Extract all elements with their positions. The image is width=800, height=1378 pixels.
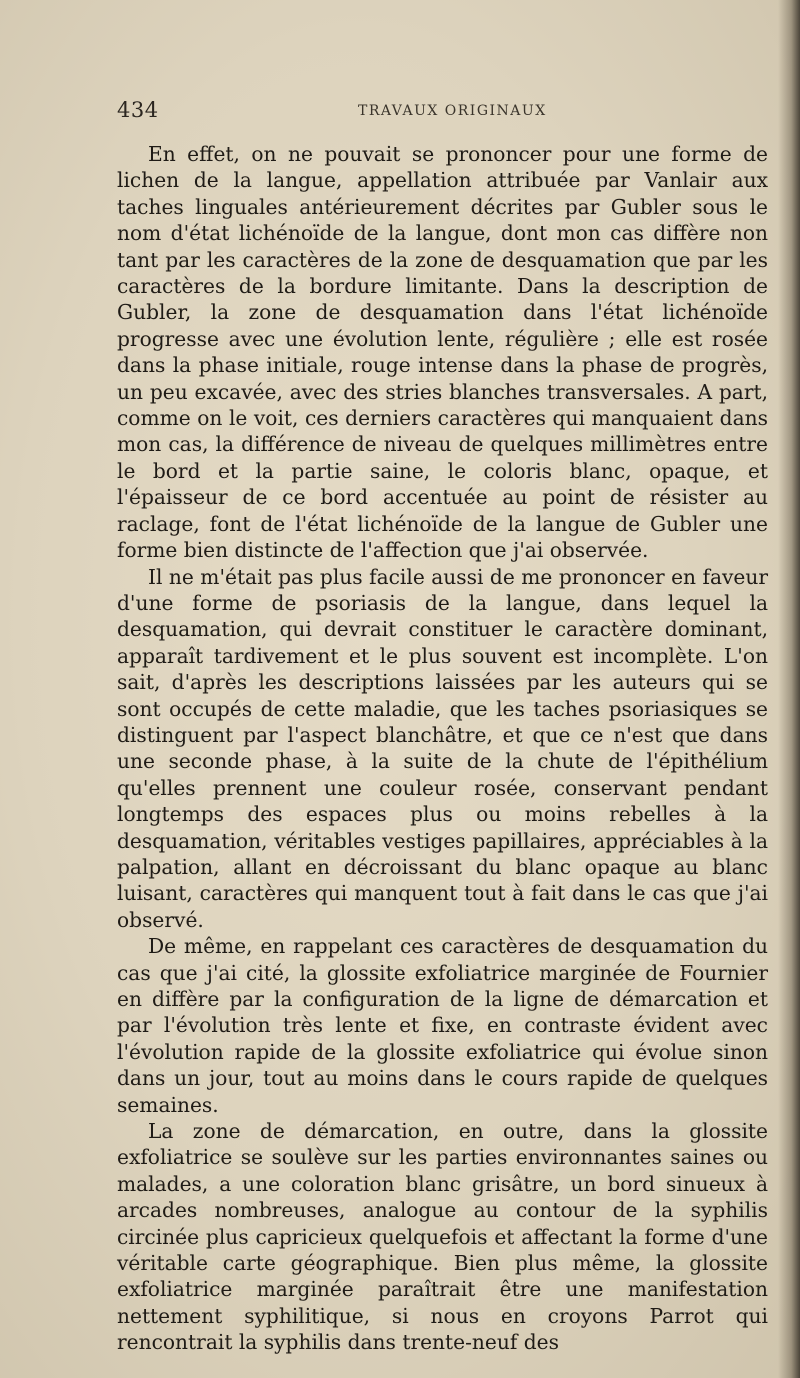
paragraph-psoriasis: Il ne m'était pas plus facile aussi de me prononcer en faveur d'une forme de psoriasis de la langue, dans lequel la desquamation, qui devrait constituer le caractère dominant, apparaît tardivement et le plus souvent est incomplète. L'on sait, d'après les descriptions laissées par les auteurs qui se sont occupés de cette maladie, que les taches psoriasiques se distinguent par l'aspect blanchâtre, et que ce n'est que dans une seconde phase, à la suite de la chute de l'épithélium qu'elles prennent une couleur rosée, conservant pendant longtemps des espaces plus ou moins rebelles à la desquamation, véritables vestiges papillaires, appréciables à la palpation, allant en décroissant du blanc opaque au blanc luisant, caractères qui manquent tout à fait dans le cas que j'ai observé. [117, 564, 768, 932]
paragraph-glossite-fournier: De même, en rappelant ces caractères de desquamation du cas que j'ai cité, la glossite exfoliatrice marginée de Fournier en diffère par la configuration de la ligne de démarcation et par l'évolution très lente et fixe, en contraste évident avec l'évolution rapide de la glossite exfoliatrice qui évolue sinon dans un jour, tout au moins dans le cours rapide de quelques semaines. [117, 934, 768, 1117]
running-head: TRAVAUX ORIGINAUX [358, 103, 547, 119]
body-text [117, 141, 768, 1356]
paragraph-lichen: En effet, on ne pouvait se prononcer pour une forme de lichen de la langue, appellation attribuée par Vanlair aux taches linguales antérieurement décrites par Gubler sous le nom d'état lichénoïde de la langue, dont mon cas diffère non tant par les caractères de la zone de desquamation que par les caractères de la bordure limitante. Dans la description de Gubler, la zone de desquamation dans l'état lichénoïde progresse avec une évolution lente, régulière ; elle est rosée dans la phase initiale, rouge intense dans la phase de progrès, un peu excavée, avec des stries blanches transversales. A part, comme on le voit, ces derniers caractères qui manquaient dans mon cas, la différence de niveau de quelques millimètres entre le bord et la partie saine, le coloris blanc, opaque, et l'épaisseur de ce bord accentuée au point de résister au raclage, font de l'état lichénoïde de la langue de Gubler une forme bien distincte de l'affection que j'ai observée. [117, 142, 768, 563]
page-header [117, 98, 717, 128]
paragraph-zone-demarcation: La zone de démarcation, en outre, dans la glossite exfoliatrice se soulève sur les parties environnantes saines ou malades, a une coloration blanc grisâtre, un bord sinueux à arcades nombreuses, analogue au contour de la syphilis circinée plus capricieux quelquefois et affectant la forme d'une véritable carte géographique. Bien plus même, la glossite exfoliatrice marginée paraîtrait être une manifestation nettement syphilitique, si nous en croyons Parrot qui rencontrait la syphilis dans trente-neuf des [117, 1119, 768, 1355]
page-number: 434 [117, 98, 159, 122]
